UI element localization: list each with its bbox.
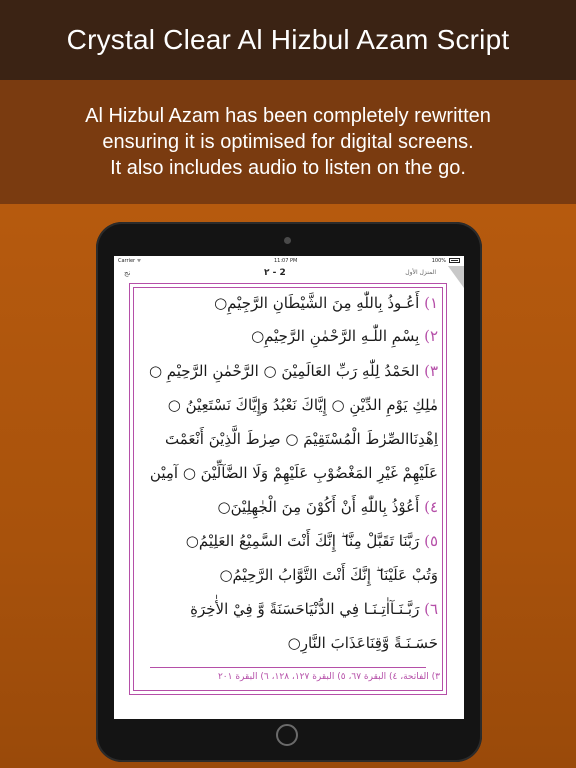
tablet-device bbox=[96, 222, 482, 762]
battery-icon bbox=[449, 258, 460, 263]
description-line: It also includes audio to listen on the go. bbox=[110, 157, 466, 179]
header-banner bbox=[0, 0, 576, 80]
verse-line: ٤) أَعُوْذُ بِاللّٰهِ أَنْ أَكُوْنَ مِنَ الْجٰهِلِيْنَ○ bbox=[217, 498, 438, 516]
verse-line: مٰلِكِ يَوْمِ الدِّيْنِ ○ إِيَّاكَ نَعْبُدُ وَإِيَّاكَ نَسْتَعِيْنُ ○ bbox=[167, 396, 438, 414]
home-button[interactable] bbox=[276, 724, 298, 746]
verse-line: حَسَـنَـةً وَّقِنَاعَذَابَ النَّارِ○ bbox=[287, 634, 438, 652]
description-banner bbox=[0, 80, 576, 204]
description-line: Al Hizbul Azam has been completely rewritten bbox=[85, 105, 491, 127]
verse-line: عَلَيْهِمْ غَيْرِ المَغْضُوْبِ عَلَيْهِمْ وَلَا الضَّآلِّيْنَ ○ آمِيْن bbox=[149, 464, 438, 482]
page-curl-icon[interactable] bbox=[448, 266, 464, 288]
tablet-screen bbox=[114, 256, 464, 719]
page-nav bbox=[114, 267, 464, 281]
verse-number: ٦) bbox=[424, 600, 438, 618]
verse-line: اِهْدِنَاالصِّرٰطَ الْمُسْتَقِيْمَ ○ صِرٰطَ الَّذِيْنَ أَنْعَمْتَ bbox=[164, 430, 438, 448]
status-time: 11:07 PM bbox=[274, 258, 298, 264]
carrier-label: Carrier ᯤ bbox=[118, 258, 142, 264]
verse-number: ٤) bbox=[424, 498, 438, 516]
manzil-label: المنزل الأول bbox=[405, 269, 436, 276]
battery-percent: 100% bbox=[431, 258, 446, 264]
page-border bbox=[133, 287, 443, 691]
footnote-divider bbox=[150, 667, 426, 668]
verse-line: ٥) رَبَّنَا تَقَبَّلْ مِنَّا ۖ إِنَّكَ أَنْتَ السَّمِيْعُ العَلِيْمُ○ bbox=[185, 532, 438, 550]
verse-number: ٣) bbox=[424, 362, 438, 380]
verse-references: ٣) الفاتحة، ٤) البقرة ٦٧، ٥) البقرة ١٢٧، ١٢٨، ٦) البقرة ٢٠١ bbox=[217, 672, 440, 682]
verse-number: ٢) bbox=[424, 327, 438, 345]
banner-title: Crystal Clear Al Hizbul Azam Script bbox=[66, 24, 510, 55]
verse-line: ٣) الحَمْدُ لِلّٰهِ رَبِّ العَالَمِيْنَ ○ الرَّحْمٰنِ الرَّحِيْمِ ○ bbox=[148, 362, 438, 380]
camera-icon bbox=[284, 237, 291, 244]
status-bar bbox=[114, 256, 464, 266]
verse-line: ٢) بِسْمِ اللّٰـهِ الرَّحْمٰنِ الرَّحِيْمِ○ bbox=[251, 327, 438, 345]
verse-line: وَتُبْ عَلَيْنَا ۖ إِنَّكَ أَنْتَ التَّوَّابُ الرَّحِيْمُ○ bbox=[219, 566, 438, 584]
text-page bbox=[129, 283, 447, 695]
page-nav-left[interactable]: نج bbox=[124, 269, 131, 277]
verse-number: ١) bbox=[424, 294, 438, 312]
verse-number: ٥) bbox=[424, 532, 438, 550]
page-number: ٢ - 2 bbox=[264, 268, 286, 278]
verse-line: ١) أَعُـوذُ بِاللّٰهِ مِنَ الشَّيْطَانِ الرَّجِيْمِ○ bbox=[214, 294, 438, 312]
description-line: ensuring it is optimised for digital screens. bbox=[102, 131, 474, 153]
verse-line: ٦) رَبَّـنَـآاٰتِـنَـا فِي الدُّنْيَاحَسَنَةً وَّ فِيْ الأٰخِرَةِ bbox=[190, 600, 438, 618]
